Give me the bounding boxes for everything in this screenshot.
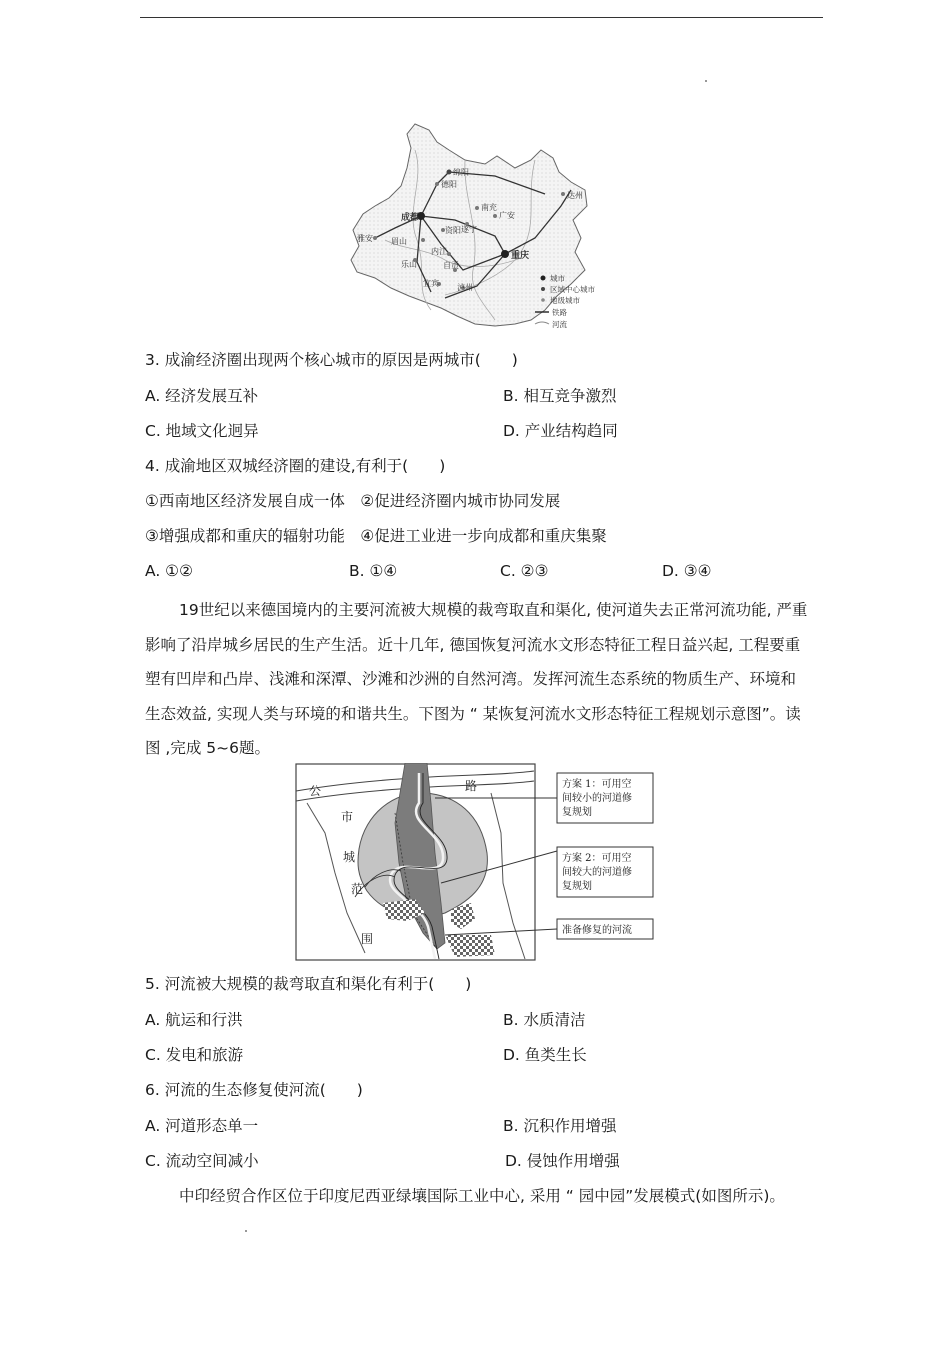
legend-river: 河流: [552, 320, 567, 329]
q6-option-d: D. 侵蚀作用增强: [505, 1152, 620, 1170]
q3-option-c: C. 地域文化迥异: [145, 422, 259, 440]
city-suining: 遂宁: [461, 225, 477, 234]
q6-option-b: B. 沉积作用增强: [503, 1117, 617, 1135]
q4-statements-12: ①西南地区经济发展自成一体 ②促进经济圈内城市协同发展: [145, 492, 561, 510]
city-meishan: 眉山: [391, 237, 407, 246]
city-deyang: 德阳: [441, 180, 457, 189]
river-label: 准备修复的河流: [562, 925, 632, 936]
header-rule: [140, 17, 823, 18]
city-leshan: 乐山: [401, 260, 417, 269]
q5-option-b: B. 水质清洁: [503, 1011, 586, 1029]
label-city-wei: 围: [361, 932, 374, 946]
river-restoration-map: [295, 763, 657, 963]
q5-option-c: C. 发电和旅游: [145, 1046, 244, 1064]
city-neijiang: 内江: [431, 247, 447, 256]
city-chongqing: 重庆: [511, 251, 530, 261]
label-road-gong: 公: [309, 784, 322, 798]
q4-option-a: A. ①②: [145, 562, 193, 580]
plan1-line2: 间较小的河道修: [562, 793, 632, 804]
legend-city: 城市: [550, 274, 565, 283]
q5-option-a: A. 航运和行洪: [145, 1011, 243, 1029]
legend-regional-center: 区域中心城市: [550, 285, 595, 294]
passage-germany-rivers: 19世纪以来德国境内的主要河流被大规模的裁弯取直和渠化, 使河道失去正常河流功能, 严重影响了沿岸城乡居民的生产生活。近十几年, 德国恢复河流水文形态特征工程日益兴起, 工程要重塑有凹岸和凸岸、浅滩和深潭、沙滩和沙洲的自然河湾。发挥河流生态系统的物质生产、环境和生态效益, 实现人类与环境的和谐共生。下图为 “ 某恢复河流水文形态特征工程规划示意图”。读图 ,完成 5~6题。: [145, 601, 808, 757]
q3-stem: 3. 成渝经济圈出现两个核心城市的原因是两城市( ): [145, 351, 518, 369]
city-yibin: 宜宾: [423, 279, 439, 288]
city-dazhou: 达州: [567, 191, 583, 200]
city-guangan: 广安: [499, 211, 515, 220]
q4-stem: 4. 成渝地区双城经济圈的建设,有利于( ): [145, 457, 446, 475]
city-nanchong: 南充: [481, 203, 497, 212]
plan2-line1: 方案 2：可用空: [562, 853, 632, 864]
q5-option-d: D. 鱼类生长: [503, 1046, 587, 1064]
q6-option-c: C. 流动空间减小: [145, 1152, 259, 1170]
city-mianyang: 绵阳: [453, 168, 469, 177]
q4-statements-34: ③增强成都和重庆的辐射功能 ④促进工业进一步向成都和重庆集聚: [145, 527, 607, 545]
city-luzhou: 泸州: [457, 283, 473, 292]
q6-option-a: A. 河道形态单一: [145, 1117, 259, 1135]
city-zigong: 自贡: [443, 261, 459, 270]
q3-option-b: B. 相互竞争激烈: [503, 387, 617, 405]
city-yaan: 雅安: [357, 234, 373, 243]
q3-option-a: A. 经济发展互补: [145, 387, 259, 405]
legend-prefecture-city: 地级城市: [550, 296, 580, 305]
chengyu-map: [345, 120, 615, 335]
q3-option-d: D. 产业结构趋同: [503, 422, 618, 440]
label-city-shi: 市: [341, 810, 354, 824]
q5-stem: 5. 河流被大规模的裁弯取直和渠化有利于( ): [145, 975, 472, 993]
scan-speck: [245, 1230, 247, 1232]
q4-option-b: B. ①④: [349, 562, 398, 580]
q4-option-c: C. ②③: [500, 562, 549, 580]
plan2-line3: 复规划: [562, 881, 592, 892]
legend-railway: 铁路: [552, 308, 567, 317]
city-ziyang: 资阳: [445, 226, 461, 235]
label-road-lu: 路: [465, 779, 478, 793]
plan1-line1: 方案 1：可用空: [562, 779, 632, 790]
city-chengdu: 成都: [401, 213, 420, 223]
label-city-fan: 范: [351, 882, 364, 896]
scan-speck: [705, 80, 707, 82]
q6-stem: 6. 河流的生态修复使河流( ): [145, 1081, 363, 1099]
label-city-cheng: 城: [343, 850, 356, 864]
plan1-line3: 复规划: [562, 807, 592, 818]
plan2-line2: 间较大的河道修: [562, 867, 632, 878]
q4-option-d: D. ③④: [662, 562, 712, 580]
passage-indonesia-park: 中印经贸合作区位于印度尼西亚绿壤国际工业中心, 采用 “ 园中园”发展模式(如图所示)。: [179, 1187, 785, 1205]
